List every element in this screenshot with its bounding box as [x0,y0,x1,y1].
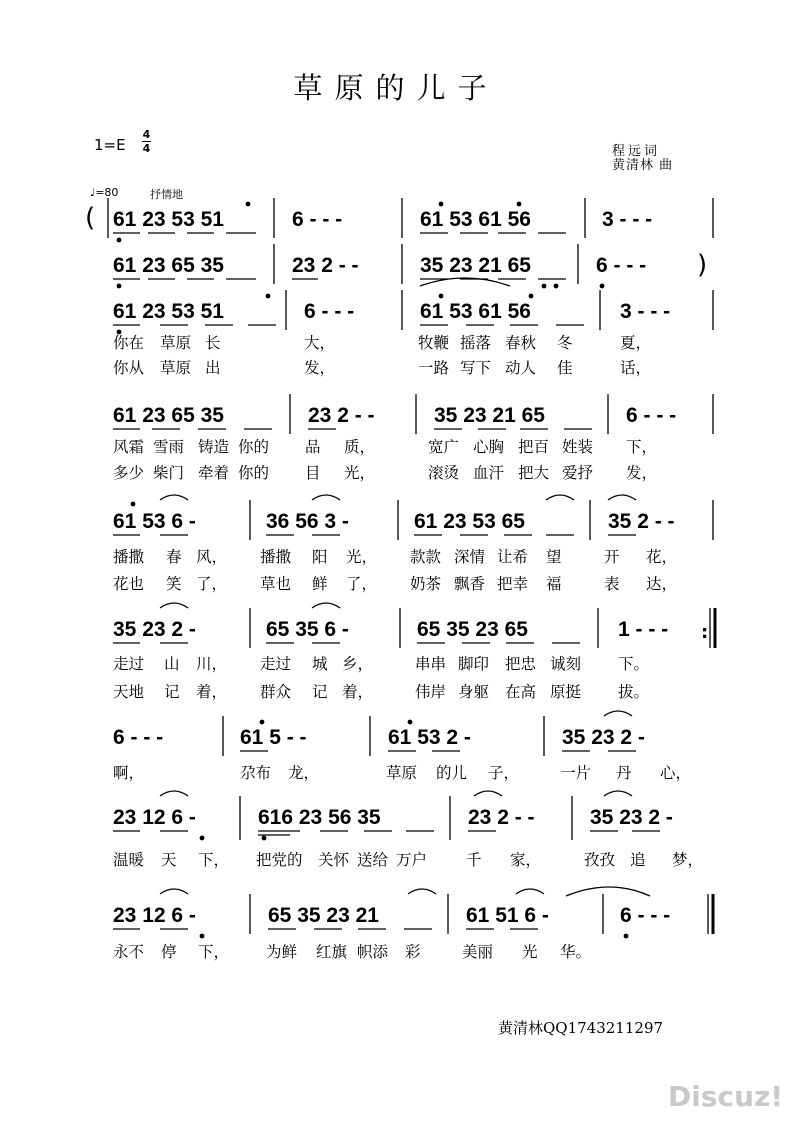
lyric: 伟岸 [415,683,447,701]
notes-s4-b3: 35 23 21 65 [434,404,545,427]
octave-dot [262,836,267,841]
lyric: 发， [304,359,336,377]
notes-s8-b3: 23 2 - - [468,806,535,829]
lyric: 春秋 [505,334,537,352]
lyric: 原挺 [550,683,582,701]
lyric: 写下 [460,359,492,377]
lyric: 爱抒 [562,464,594,482]
octave-dot [131,502,136,507]
lyric: 丹 [616,764,632,782]
lyric: 光， [344,464,376,482]
lyric: 花， [646,548,678,566]
lyric: 话， [620,359,652,377]
lyric: 血汗 [473,464,505,482]
lyric: 姓装 [562,438,594,456]
notes-s9-b2: 65 35 23 21 [268,904,379,927]
lyric: 龙， [288,764,320,782]
notes-s7-b2: 61 5 - - [240,726,307,749]
octave-dot [117,330,122,335]
lyric: 永不 [113,943,145,961]
lyric: 花也 [113,575,145,593]
lyric: 走过 [113,655,145,673]
lyric: 草也 [260,575,292,593]
lyric: 串串 [415,655,447,673]
lyric: 乡， [342,655,374,673]
lyric: 鲜 [312,575,328,593]
lyric: 彩 [405,943,421,961]
octave-dot [260,720,265,725]
lyric: 草原 [386,764,418,782]
notes-s6-b2: 65 35 6 - [266,618,349,641]
lyric: 家， [510,851,542,869]
lyric: 了， [196,575,228,593]
lyric: 你的 [238,464,270,482]
key-signature: 1=E [94,136,126,154]
lyric: 阳 [312,548,328,566]
lyric: 红旗 [316,943,348,961]
notes-s1-b1: 61 23 53 51 [113,208,224,231]
octave-dot [439,294,444,299]
notes-s7-b3: 61 53 2 - [388,726,471,749]
lyric: 万户 [396,851,428,869]
lyric: 奶茶 [410,575,442,593]
lyric: 梦， [672,851,704,869]
notes-s5-b4: 35 2 - - [608,510,675,533]
notes-s8-b1: 23 12 6 - [113,806,196,829]
repeat-close-paren: ) [697,250,708,280]
lyric: 让希 [497,548,529,566]
lyric: 把忠 [505,655,537,673]
lyric: 山 [164,655,180,673]
tie [160,791,188,796]
tie [312,495,340,500]
octave-dot [439,202,444,207]
lyric: 群众 [260,683,292,701]
lyric: 城 [312,655,328,673]
lyric: 啊， [113,764,145,782]
notes-s3-b3: 61 53 61 56 [420,300,531,323]
lyric: 天 [161,851,177,869]
tempo-marking: ♩=80 [90,186,119,199]
notes-s4-b4: 6 - - - [626,404,677,427]
lyric: 把幸 [497,575,529,593]
lyric: 光， [346,548,378,566]
lyric: 风， [196,548,228,566]
lyric: 福 [546,575,562,593]
lyric: 你的 [238,438,270,456]
tie [566,887,650,896]
lyric: 柴门 [153,464,185,482]
octave-dot [246,202,251,207]
tie [160,889,188,894]
notes-s9-b3: 61 51 6 - [466,904,549,927]
lyric: 你在 [113,334,145,352]
notes-s2-b3: 35 23 21 65 [420,254,531,277]
lyric: 追 [630,851,646,869]
composer: 黄清林 曲 [612,158,674,173]
octave-dot [517,202,522,207]
lyric: 送给 [357,851,389,869]
lyric: 美丽 [462,943,494,961]
watermark: Discuz! [668,1080,784,1113]
tie [604,791,632,796]
lyric: 千 [466,851,482,869]
expression-marking: 抒情地 [150,188,183,201]
lyric: 草原 [160,359,192,377]
notes-s5-b2: 36 56 3 - [266,510,349,533]
lyric: 目 [305,464,321,482]
notes-s9-b4: 6 - - - [620,904,671,927]
octave-dot [529,294,534,299]
lyric: 播撒 [113,548,145,566]
lyricist: 程远词 [612,144,661,159]
lyric: 心胸 [473,438,505,456]
notes-s1-b4: 3 - - - [602,208,653,231]
lyric: 风霜 [113,438,145,456]
lyric: 宽广 [428,438,460,456]
octave-dot [117,284,122,289]
lyric: 款款 [410,548,442,566]
notes-s1-b2: 6 - - - [292,208,343,231]
lyric: 一路 [418,359,450,377]
lyric: 下。 [618,655,650,673]
notes-s3-b2: 6 - - - [304,300,355,323]
octave-dot [554,284,559,289]
lyric: 笑 [166,575,182,593]
lyric: 拔。 [618,683,650,701]
notes-s1-b3: 61 53 61 56 [420,208,531,231]
notes-s8-b2: 616 23 56 35 [258,806,381,829]
tie [608,495,636,500]
lyric: 草原 [160,334,192,352]
lyric: 在高 [505,683,537,701]
tie [160,495,188,500]
notes-s6-b4: 1 - - - [618,618,669,641]
tie [408,889,436,894]
lyric: 了， [346,575,378,593]
lyric: 品 [305,438,321,456]
lyric: 冬 [557,334,573,352]
notes-s7-b1: 6 - - - [113,726,164,749]
lyric: 心， [660,764,692,782]
notes-s5-b3: 61 23 53 65 [414,510,525,533]
notes-s2-b1: 61 23 65 35 [113,254,224,277]
lyric: 一片 [560,764,592,782]
notes-s5-b1: 61 53 6 - [113,510,196,533]
repeat-dots: : [701,622,709,643]
lyric: 子， [488,764,520,782]
lyric: 把百 [518,438,550,456]
lyric: 深情 [454,548,486,566]
lyric: 把党的 [256,851,303,869]
lyric: 滚烫 [428,464,460,482]
notes-s3-b4: 3 - - - [620,300,671,323]
lyric: 帜添 [357,943,389,961]
octave-dot [600,284,605,289]
octave-dot [200,934,205,939]
lyric: 着， [342,683,374,701]
lyric: 播撒 [260,548,292,566]
lyric: 诚刻 [550,655,582,673]
tie [604,711,632,716]
lyric: 你从 [113,359,145,377]
lyric: 牵着 [198,464,230,482]
octave-dot [624,934,629,939]
tie [516,889,544,894]
beams [113,233,660,929]
lyric: 铸造 [198,438,230,456]
lyric: 华。 [560,943,592,961]
lyric: 下， [198,943,230,961]
octave-dot [542,284,547,289]
lyric: 尕布 [240,764,272,782]
lyric: 停 [161,943,177,961]
lyric: 动人 [505,359,537,377]
lyric: 川， [196,655,228,673]
lyric: 走过 [260,655,292,673]
lyric: 关怀 [318,851,350,869]
notes-s6-b3: 65 35 23 65 [417,618,528,641]
lyric: 夏， [620,334,652,352]
notes-s7-b4: 35 23 2 - [562,726,645,749]
lyric: 摇落 [460,334,492,352]
lyric: 发， [626,464,658,482]
lyric: 记 [164,683,180,701]
lyric: 下， [198,851,230,869]
lyric: 飘香 [454,575,486,593]
octave-dot [200,836,205,841]
lyric: 雪雨 [153,438,185,456]
octave-dot [117,238,122,243]
lyric: 达， [646,575,678,593]
lyric: 质， [344,438,376,456]
lyric: 佳 [557,359,573,377]
lyric: 着， [196,683,228,701]
credit-line: 黄清林QQ1743211297 [498,1019,664,1037]
tie [546,495,574,500]
lyric: 温暖 [113,851,145,869]
tie [474,791,502,796]
notes-s9-b1: 23 12 6 - [113,904,196,927]
lyric: 孜孜 [584,851,616,869]
lyric: 大， [304,334,336,352]
tie [312,603,340,608]
lyric: 把大 [518,464,550,482]
octave-dot [408,720,413,725]
lyric: 为鲜 [266,943,298,961]
notes-s6-b1: 35 23 2 - [113,618,196,641]
lyric: 望 [546,548,562,566]
lyric: 牧鞭 [418,334,450,352]
notes-s4-b1: 61 23 65 35 [113,404,224,427]
repeat-open-paren: ( [85,203,96,233]
lyric: 天地 [113,683,145,701]
lyric: 身躯 [458,683,490,701]
notes-s3-b1: 61 23 53 51 [113,300,224,323]
time-sig-top: 4 [142,128,151,141]
lyric: 脚印 [458,655,490,673]
lyric: 表 [604,575,620,593]
notes-s8-b4: 35 23 2 - [590,806,673,829]
lyric: 的儿 [436,764,468,782]
notes-s4-b2: 23 2 - - [308,404,375,427]
lyric: 记 [312,683,328,701]
notes-s2-b2: 23 2 - - [292,254,359,277]
tie [160,603,188,608]
lyric: 下， [626,438,658,456]
time-sig-bottom: 4 [142,142,151,155]
lyric: 光 [522,943,538,961]
lyric: 开 [604,548,620,566]
lyric: 多少 [113,464,145,482]
lyric: 春 [166,548,182,566]
page-title: 草原的儿子 [293,71,499,105]
lyric: 长 [205,334,221,352]
octave-dot [266,294,271,299]
notes-s2-b4: 6 - - - [596,254,647,277]
lyric: 出 [205,359,221,377]
